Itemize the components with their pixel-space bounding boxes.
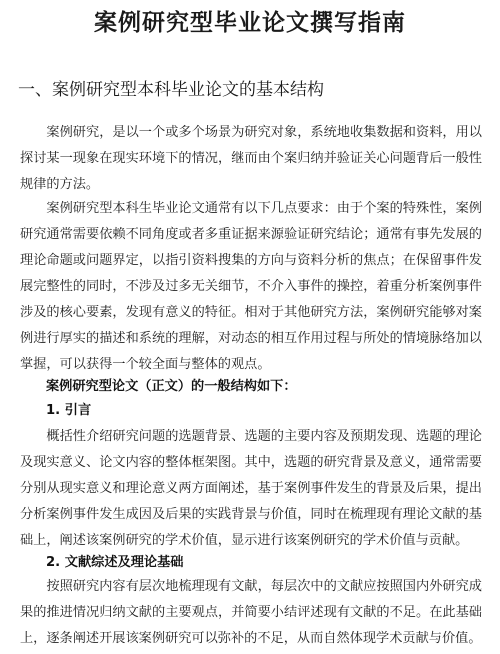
paragraph-requirements: 案例研究型本科生毕业论文通常有以下几点要求：由于个案的特殊性，案例研究通常需要依赖不同角度或者多重证据来源验证研究结论；通常有事先发展的理论命题或问题界定，以指引资料搜集的方向与资料分析的焦点；在保留事件发展完整性的同时，不涉及过多无关细节，不介入事件的操控，着重分析案例事件涉及的核心要素，发现有意义的特征。相对于其他研究方法，案例研究能够对案例进行厚实的描述和系统的理解，对动态的相互作用过程与所处的情境脉络加以掌握，可以获得一个较全面与整体的观点。 bbox=[20, 201, 482, 372]
section-heading: 一、案例研究型本科毕业论文的基本结构 bbox=[18, 80, 324, 100]
structure-heading: 案例研究型论文（正文）的一般结构如下： bbox=[46, 379, 297, 394]
paragraph-literature-review: 按照研究内容有层次地梳理现有文献，每层次中的文献应按照国内外研究成果的推进情况归纳文献的主要观点，并简要小结评述现有文献的不足。在此基础上，逐条阐述开展该案例研究可以弥补的不足，从而自然体现学术贡献与价值。 bbox=[20, 579, 482, 646]
document-title: 案例研究型毕业论文撰写指南 bbox=[94, 10, 406, 36]
subheading-literature-review: 2. 文献综述及理论基础 bbox=[46, 555, 184, 570]
subheading-introduction: 1. 引言 bbox=[46, 403, 92, 418]
paragraph-introduction: 概括性介绍研究问题的选题背景、选题的主要内容及预期发现、选题的理论及现实意义、论文内容的整体框架图。其中，选题的研究背景及意义，通常需要分别从现实意义和理论意义两方面阐述，基于案例事件发生的背景及后果，提出分析案例事件发生成因及后果的实践背景与价值，同时在梳理现有理论文献的基础上，阐述该案例研究的学术价值，显示进行该案例研究的学术价值与贡献。 bbox=[20, 429, 482, 548]
paragraph-definition: 案例研究，是以一个或多个场景为研究对象，系统地收集数据和资料，用以探讨某一现象在现实环境下的情况，继而由个案归纳并验证关心问题背后一般性规律的方法。 bbox=[20, 125, 482, 192]
